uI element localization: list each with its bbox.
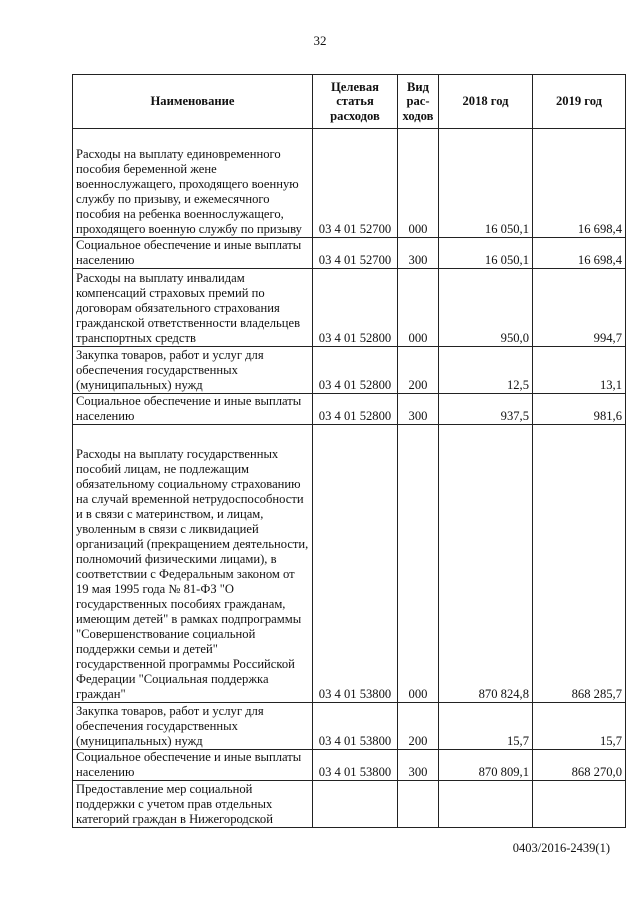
row-code: 03 4 01 53800 bbox=[313, 425, 398, 703]
row-2019 bbox=[533, 781, 626, 828]
row-code: 03 4 01 52700 bbox=[313, 238, 398, 269]
row-type: 200 bbox=[398, 347, 439, 394]
row-type: 000 bbox=[398, 425, 439, 703]
row-name: Социальное обеспечение и иные выплаты населению bbox=[73, 238, 313, 269]
row-code: 03 4 01 52800 bbox=[313, 347, 398, 394]
table-row bbox=[73, 394, 626, 425]
row-2018 bbox=[439, 781, 533, 828]
row-code bbox=[313, 781, 398, 828]
row-2019: 16 698,4 bbox=[533, 238, 626, 269]
header-type: Вид рас-ходов bbox=[398, 75, 439, 129]
row-2018: 937,5 bbox=[439, 394, 533, 425]
row-code: 03 4 01 53800 bbox=[313, 703, 398, 750]
row-name: Предоставление мер социальной поддержки с учетом прав отдельных категорий граждан в Нижегородской bbox=[73, 781, 313, 828]
row-2018: 15,7 bbox=[439, 703, 533, 750]
table-row bbox=[73, 781, 626, 828]
row-2018: 12,5 bbox=[439, 347, 533, 394]
row-2018: 870 824,8 bbox=[439, 425, 533, 703]
header-code: Целевая статья расходов bbox=[313, 75, 398, 129]
table-row bbox=[73, 269, 626, 347]
table-row bbox=[73, 238, 626, 269]
table-row bbox=[73, 129, 626, 238]
row-2019: 994,7 bbox=[533, 269, 626, 347]
row-type: 000 bbox=[398, 269, 439, 347]
row-code: 03 4 01 52800 bbox=[313, 269, 398, 347]
table-row bbox=[73, 425, 626, 703]
page-number: 32 bbox=[313, 33, 327, 48]
row-type: 300 bbox=[398, 750, 439, 781]
row-type: 300 bbox=[398, 394, 439, 425]
row-name: Закупка товаров, работ и услуг для обеспечения государственных (муниципальных) нужд bbox=[73, 347, 313, 394]
row-2018: 950,0 bbox=[439, 269, 533, 347]
row-2018: 870 809,1 bbox=[439, 750, 533, 781]
header-2019: 2019 год bbox=[533, 75, 626, 129]
row-type: 300 bbox=[398, 238, 439, 269]
row-2019: 868 285,7 bbox=[533, 425, 626, 703]
row-type: 000 bbox=[398, 129, 439, 238]
row-2018: 16 050,1 bbox=[439, 238, 533, 269]
row-2019: 13,1 bbox=[533, 347, 626, 394]
row-2019: 868 270,0 bbox=[533, 750, 626, 781]
row-name: Социальное обеспечение и иные выплаты населению bbox=[73, 750, 313, 781]
header-2018: 2018 год bbox=[439, 75, 533, 129]
row-code: 03 4 01 52800 bbox=[313, 394, 398, 425]
table-row bbox=[73, 347, 626, 394]
row-name: Социальное обеспечение и иные выплаты населению bbox=[73, 394, 313, 425]
row-name: Расходы на выплату государственных пособий лицам, не подлежащим обязательному социальному страхованию на случай временной нетрудоспособности и в связи с материнством, и лицам, уволенным в связи с ликвидацией организаций (прекращением деятельности, полномочий физическими лицами), в соответствии с Федеральным законом от 19 мая 1995 года № 81-ФЗ "О государственных пособиях гражданам, имеющим детей" в рамках подпрограммы "Совершенствование социальной поддержки семьи и детей" государственной программы Российской Федерации "Социальная поддержка граждан" bbox=[73, 425, 313, 703]
row-2019: 981,6 bbox=[533, 394, 626, 425]
row-name: Расходы на выплату инвалидам компенсаций страховых премий по договорам обязательного страхования гражданской ответственности владельцев транспортных средств bbox=[73, 269, 313, 347]
table-row bbox=[73, 703, 626, 750]
row-name: Закупка товаров, работ и услуг для обеспечения государственных (муниципальных) нужд bbox=[73, 703, 313, 750]
row-name: Расходы на выплату единовременного пособия беременной жене военнослужащего, проходящего военную службу по призыву, и ежемесячного пособия на ребенка военнослужащего, проходящего военную службу по призыву bbox=[73, 129, 313, 238]
row-type bbox=[398, 781, 439, 828]
row-code: 03 4 01 53800 bbox=[313, 750, 398, 781]
row-code: 03 4 01 52700 bbox=[313, 129, 398, 238]
budget-table bbox=[72, 74, 626, 828]
header-name: Наименование bbox=[73, 75, 313, 129]
row-2018: 16 050,1 bbox=[439, 129, 533, 238]
row-type: 200 bbox=[398, 703, 439, 750]
row-2019: 16 698,4 bbox=[533, 129, 626, 238]
document-code: 0403/2016-2439(1) bbox=[512, 841, 610, 855]
table-row bbox=[73, 750, 626, 781]
row-2019: 15,7 bbox=[533, 703, 626, 750]
table-header-row bbox=[73, 75, 626, 129]
